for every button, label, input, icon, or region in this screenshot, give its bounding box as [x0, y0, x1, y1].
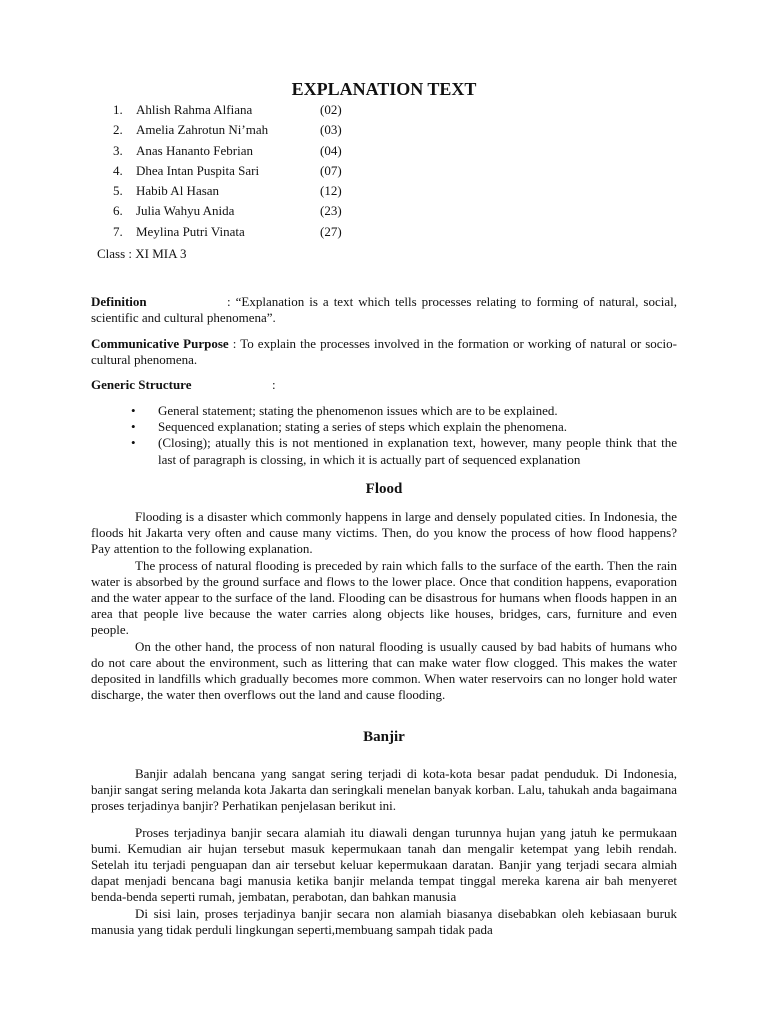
paragraph: Flooding is a disaster which commonly happens in large and densely populated cities. In Indonesia, the floods hit Jakarta very often and cause many victims. Then, do you know the process of how flood happens? Pay attention to the following explanation.: [91, 509, 677, 557]
member-name: Meylina Putri Vinata: [136, 223, 245, 239]
generic-structure-label: Generic Structure: [91, 377, 192, 392]
paragraph: On the other hand, the process of non natural flooding is usually caused by bad habits of humans who do not care about the environment, such as littering that can make water flow clogged. This makes the water deposited in landfills which gradually becomes more common. When water reservoirs can no longer hold water discharge, the water then overflows out the land and cause flooding.: [91, 638, 677, 703]
member-name: Anas Hananto Febrian: [136, 142, 253, 158]
communicative-purpose-text: : To explain the processes involved in the formation or working of natural or socio-cultural phenomena.: [91, 336, 677, 368]
member-name: Dhea Intan Puspita Sari: [136, 162, 260, 178]
list-item-text: General statement; stating the phenomenon issues which are to be explained.: [158, 403, 558, 418]
member-code: (02): [320, 102, 342, 117]
definition-label: Definition: [91, 294, 147, 309]
member-row: [113, 163, 413, 183]
member-code: (07): [320, 162, 342, 178]
bullet-icon: •: [131, 419, 136, 435]
member-row: [113, 143, 413, 163]
banjir-heading: Banjir: [363, 729, 405, 745]
definition-section: [91, 294, 677, 326]
list-item: [130, 435, 677, 467]
member-number: 6.: [113, 203, 123, 219]
member-name: Julia Wahyu Anida: [136, 203, 235, 219]
paragraph: Proses terjadinya banjir secara alamiah itu diawali dengan turunnya hujan yang jatuh ke permukaan bumi. Kemudian air hujan tersebut masuk kepermukaan tanah dan mengalir ketempat yang lebih rendah. Setelah itu terjadi penguapan dan air tersebut keluar kepermukaan daratan. Banjir yang terjadi secara almiah dapat menjadi bencana bagi manusia ketika banjir melanda tempat tinggal mereka karena air bah menyeret benda-benda seperti rumah, jembatan, perabotan, dan bahkan manusia: [91, 824, 677, 905]
member-row: [113, 122, 413, 142]
member-number: 3.: [113, 142, 123, 158]
member-code: (12): [320, 183, 342, 199]
generic-structure-list: [130, 403, 677, 468]
generic-structure-section: [91, 377, 677, 393]
member-number: 2.: [113, 122, 123, 138]
list-item-text: (Closing); atually this is not mentioned in explanation text, however, many people think that the last of paragraph is clossing, in which it is actually part of sequenced explanation: [158, 435, 677, 467]
member-row: [113, 183, 413, 203]
definition-text: : “Explanation is a text which tells processes relating to forming of natural, social, scientific and cultural phenomena”.: [91, 294, 677, 326]
list-item: [130, 403, 677, 419]
member-name: Amelia Zahrotun Ni’mah: [136, 122, 269, 138]
class-info: Class : XI MIA 3: [97, 246, 187, 261]
paragraph: The process of natural flooding is preceded by rain which falls to the surface of the earth. Then the rain water is absorbed by the ground surface and flows to the lower place. Once that condition happens, evaporation and the water appear to the surface of the land. Flooding can be disastrous for humans when floods happen in an area that people live because the water carries along objects like houses, bridges, cars, furniture and even people.: [91, 557, 677, 638]
communicative-purpose-label: Communicative Purpose: [91, 336, 229, 351]
list-item: [130, 419, 677, 435]
member-number: 7.: [113, 223, 123, 239]
flood-heading: Flood: [365, 481, 403, 497]
member-code: (27): [320, 223, 342, 239]
member-number: 5.: [113, 183, 123, 199]
member-name: Ahlish Rahma Alfiana: [136, 102, 253, 117]
member-code: (23): [320, 203, 342, 219]
member-code: (03): [320, 122, 342, 138]
member-list: [113, 102, 413, 244]
communicative-purpose-section: [91, 336, 677, 368]
member-number: 1.: [113, 102, 123, 117]
bullet-icon: •: [131, 403, 136, 418]
page-title: EXPLANATION TEXT: [291, 79, 477, 99]
member-row: [113, 203, 413, 223]
member-number: 4.: [113, 162, 123, 178]
member-name: Habib Al Hasan: [136, 183, 220, 199]
generic-structure-colon: :: [272, 377, 276, 392]
member-row: [113, 224, 413, 244]
member-row: [113, 102, 413, 122]
list-item-text: Sequenced explanation; stating a series of steps which explain the phenomena.: [158, 419, 568, 435]
flood-text: [91, 509, 677, 703]
paragraph: Di sisi lain, proses terjadinya banjir secara non alamiah biasanya disebabkan oleh kebiasaan buruk manusia yang tidak perduli lingkungan seperti,membuang sampah tidak pada: [91, 905, 677, 937]
banjir-text: [91, 766, 677, 938]
paragraph: Banjir adalah bencana yang sangat sering terjadi di kota-kota besar padat penduduk. Di Indonesia, banjir sangat sering melanda kota Jakarta dan seringkali menelan banyak korban. Lalu, tahukah anda bagaimana proses terjadinya banjir? Perhatikan penjelasan berikut ini.: [91, 766, 677, 814]
bullet-icon: •: [131, 435, 136, 451]
member-code: (04): [320, 142, 342, 158]
